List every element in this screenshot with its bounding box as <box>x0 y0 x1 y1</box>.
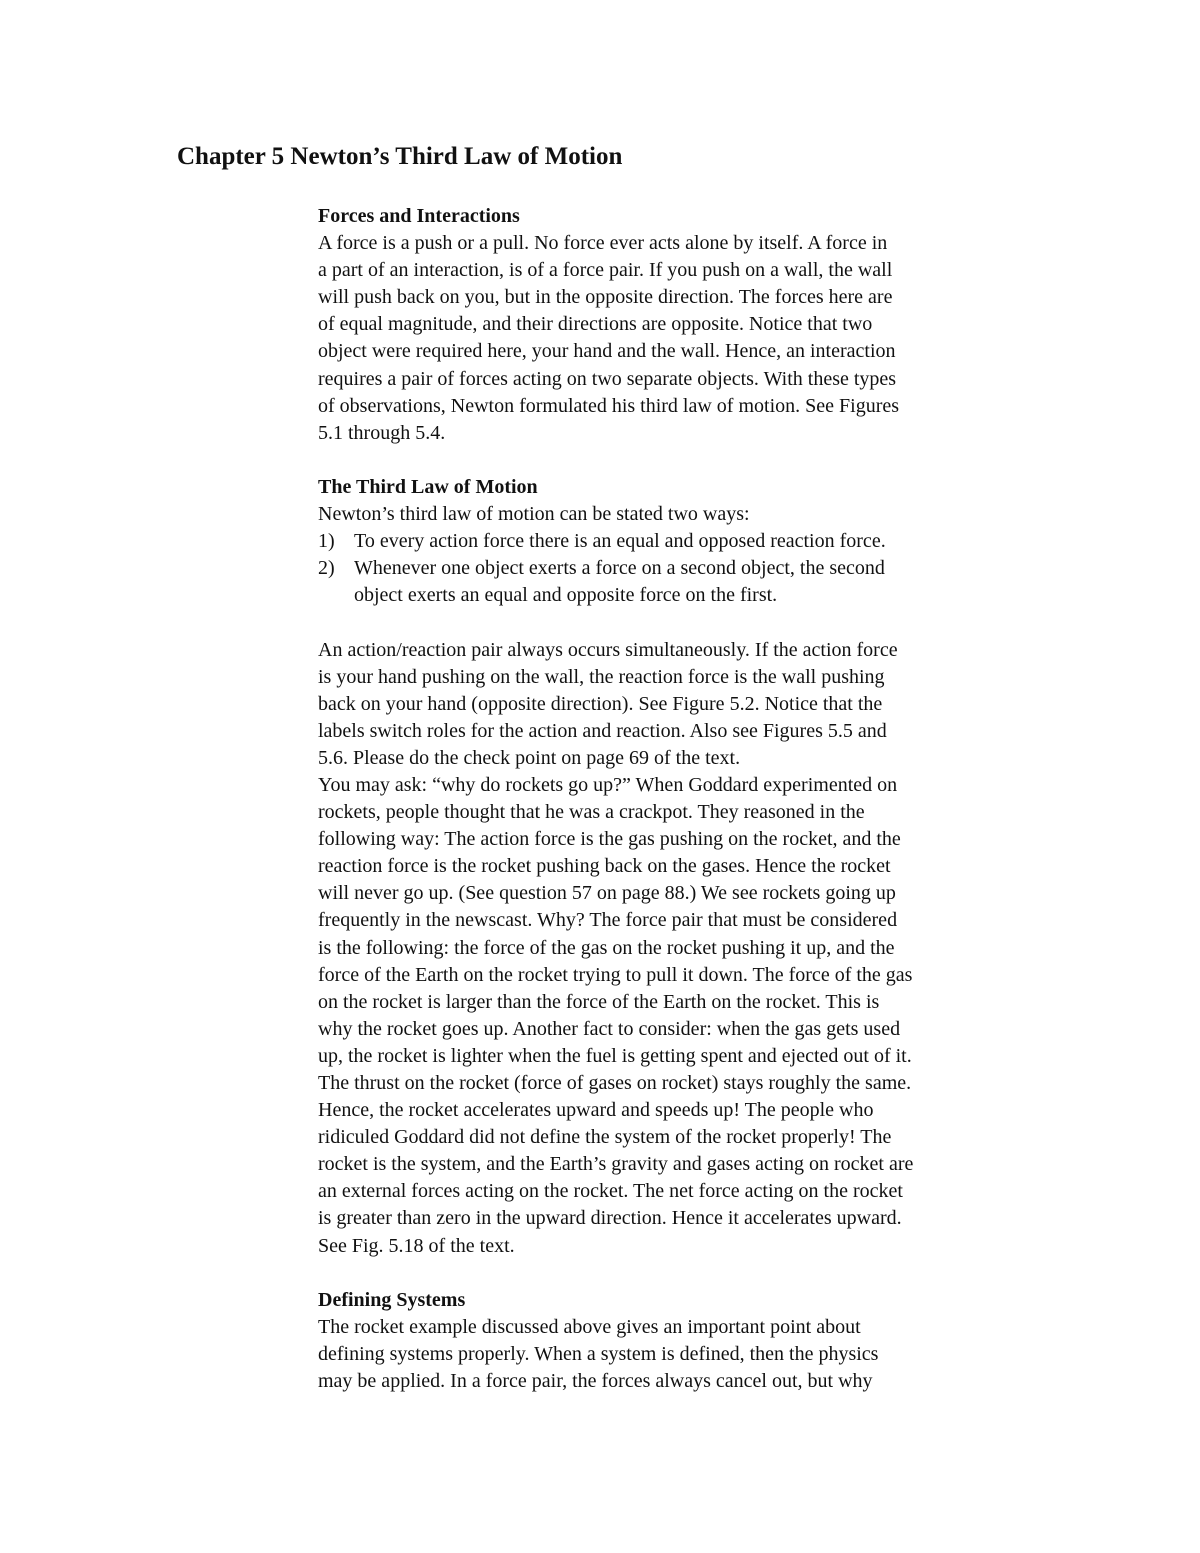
section-heading: Defining Systems <box>318 1288 466 1311</box>
section-third-law-of-motion <box>318 474 1038 1260</box>
text-line: reaction force is the rocket pushing back on the gases. Hence the rocket <box>318 855 891 878</box>
text-line: The thrust on the rocket (force of gases on rocket) stays roughly the same. <box>318 1072 912 1094</box>
text-line: why the rocket goes up. Another fact to consider: when the gas gets used <box>318 1017 901 1040</box>
text-line: defining systems properly. When a system is defined, then the physics <box>318 1342 879 1365</box>
section-heading: Forces and Interactions <box>318 205 520 227</box>
list-item-text: To every action force there is an equal and opposed reaction force. <box>354 530 886 553</box>
text-line: Hence, the rocket accelerates upward and speeds up! The people who <box>318 1099 874 1122</box>
list-item <box>318 555 1038 609</box>
body-column <box>318 203 1038 1422</box>
text-line: an external forces acting on the rocket. The net force acting on the rocket <box>318 1180 903 1203</box>
page-title: Chapter 5 Newton’s Third Law of Motion <box>177 143 623 170</box>
text-line: 5.6. Please do the check point on page 69 of the text. <box>318 746 741 769</box>
text-line: following way: The action force is the gas pushing on the rocket, and the <box>318 828 901 851</box>
list-item-text: object exerts an equal and opposite force on the first. <box>354 584 778 607</box>
intro-line: Newton’s third law of motion can be stated two ways: <box>318 503 750 526</box>
text-line: rockets, people thought that he was a crackpot. They reasoned in the <box>318 801 865 824</box>
section-heading: The Third Law of Motion <box>318 475 538 498</box>
text-line: object were required here, your hand and the wall. Hence, an interaction <box>318 340 896 363</box>
text-line: The rocket example discussed above gives an important point about <box>318 1315 861 1338</box>
section-defining-systems <box>318 1287 1038 1395</box>
text-line: back on your hand (opposite direction). See Figure 5.2. Notice that the <box>318 692 883 715</box>
text-line: requires a pair of forces acting on two separate objects. With these types <box>318 367 897 390</box>
text-line: 5.1 through 5.4. <box>318 421 446 444</box>
text-line: of observations, Newton formulated his third law of motion. See Figures <box>318 394 900 417</box>
text-line: is your hand pushing on the wall, the reaction force is the wall pushing <box>318 665 885 688</box>
text-line: labels switch roles for the action and reaction. Also see Figures 5.5 and <box>318 719 887 742</box>
list-number: 2) <box>318 557 335 580</box>
text-line: See Fig. 5.18 of the text. <box>318 1234 515 1257</box>
list-item <box>318 528 1038 555</box>
text-line: will push back on you, but in the opposite direction. The forces here are <box>318 286 893 309</box>
text-line: is greater than zero in the upward direction. Hence it accelerates upward. <box>318 1207 902 1230</box>
text-line: a part of an interaction, is of a force pair. If you push on a wall, the wall <box>318 259 893 282</box>
paragraph <box>318 637 1038 1260</box>
paragraph-gap <box>318 609 1038 636</box>
text-line: ridiculed Goddard did not define the system of the rocket properly! The <box>318 1126 892 1149</box>
text-line: force of the Earth on the rocket trying to pull it down. The force of the gas <box>318 963 913 986</box>
text-line: on the rocket is larger than the force of the Earth on the rocket. This is <box>318 990 880 1013</box>
text-line: is the following: the force of the gas on the rocket pushing it up, and the <box>318 936 895 959</box>
text-line: will never go up. (See question 57 on page 88.) We see rockets going up <box>318 882 896 905</box>
text-line: frequently in the newscast. Why? The force pair that must be considered <box>318 909 898 932</box>
text-line: may be applied. In a force pair, the forces always cancel out, but why <box>318 1370 873 1393</box>
list-item-text: Whenever one object exerts a force on a second object, the second <box>354 557 885 580</box>
text-line: up, the rocket is lighter when the fuel is getting spent and ejected out of it. <box>318 1044 912 1067</box>
list-number: 1) <box>318 530 335 553</box>
text-line: rocket is the system, and the Earth’s gravity and gases acting on rocket are <box>318 1153 914 1176</box>
text-line: You may ask: “why do rockets go up?” When Goddard experimented on <box>318 773 898 796</box>
text-line: of equal magnitude, and their directions are opposite. Notice that two <box>318 313 873 336</box>
text-line: An action/reaction pair always occurs simultaneously. If the action force <box>318 638 898 661</box>
numbered-list <box>318 528 1038 609</box>
section-forces-and-interactions <box>318 203 1038 447</box>
text-line: A force is a push or a pull. No force ever acts alone by itself. A force in <box>318 232 888 255</box>
